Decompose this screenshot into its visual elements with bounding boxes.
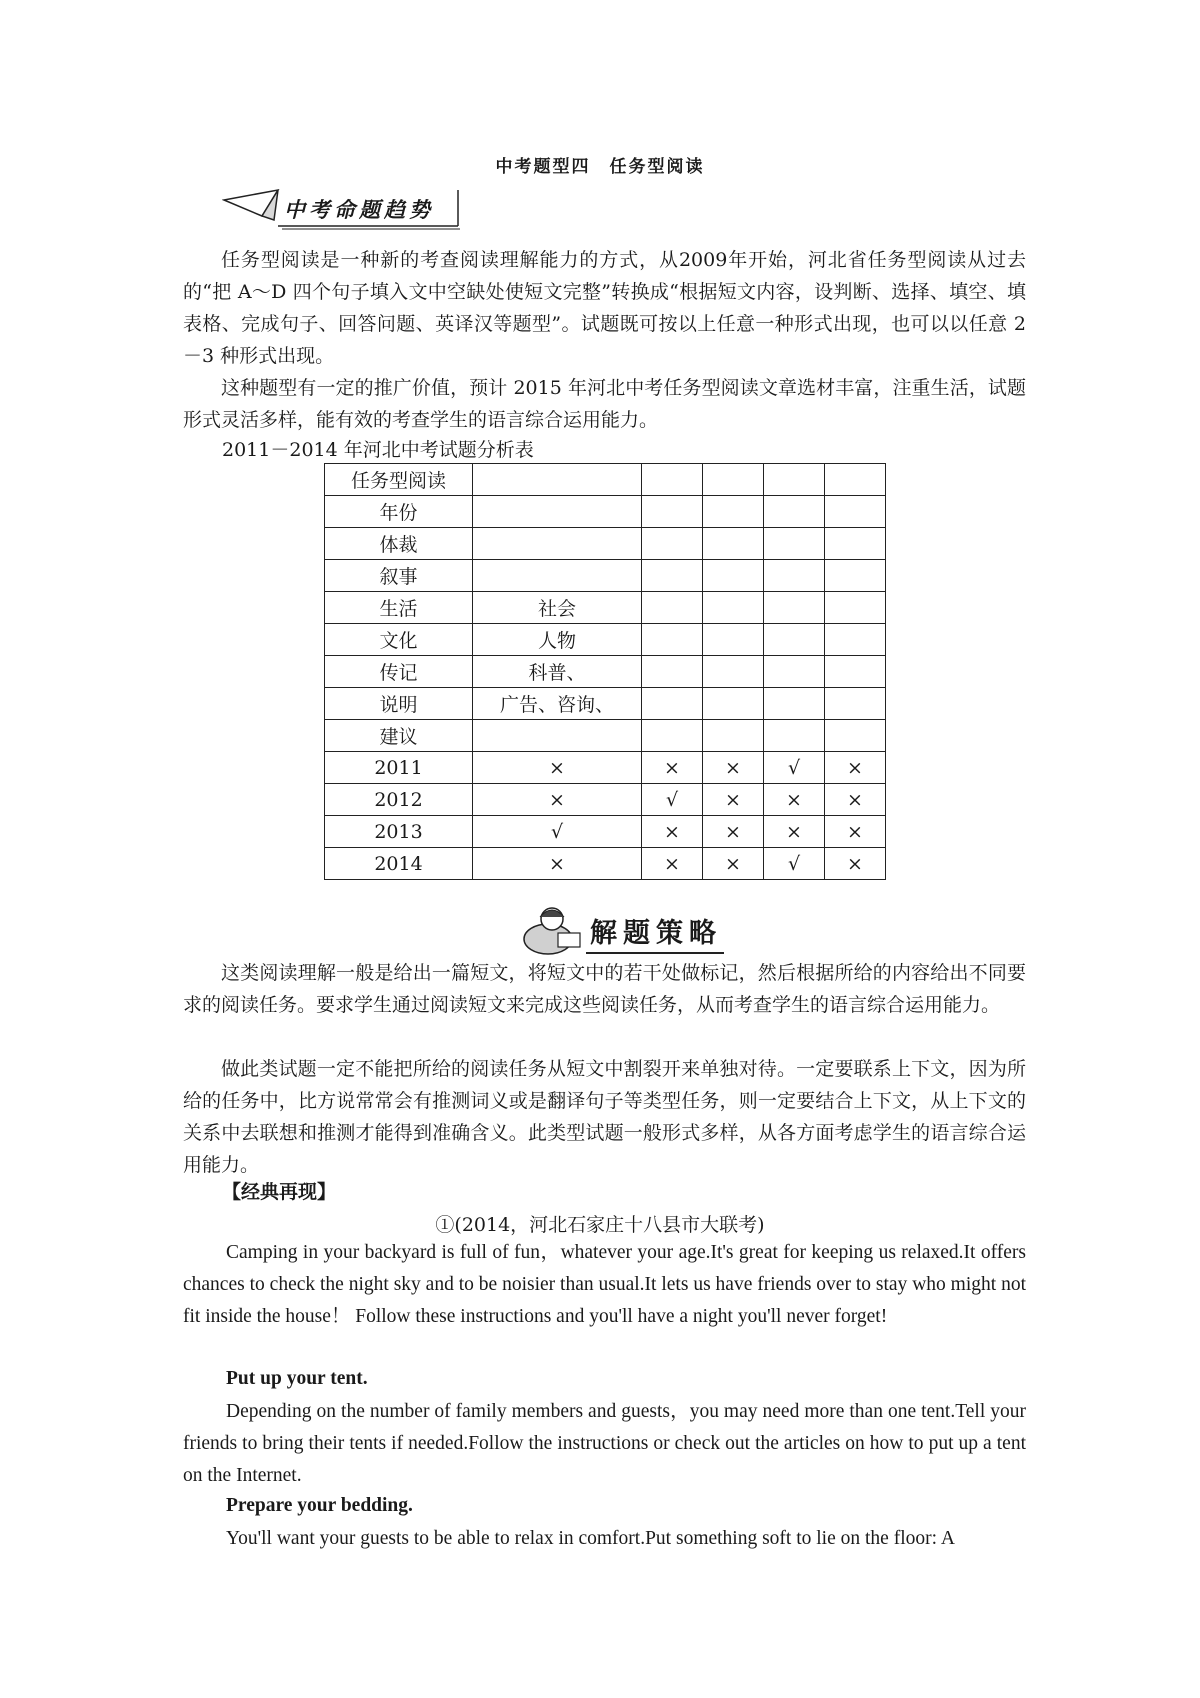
trend-banner bbox=[222, 186, 462, 232]
table-caption: 2011－2014 年河北中考试题分析表 bbox=[222, 439, 534, 461]
table-row bbox=[325, 496, 886, 528]
table-row bbox=[325, 752, 886, 784]
strategy-banner-text: 解题策略 bbox=[590, 918, 722, 949]
table-cell: 年份 bbox=[325, 496, 473, 528]
passage-paragraph-2: Depending on the number of family members and guests，you may need more than one tent.Tell your friends to bring their tents if needed.Follow the instructions or check out the articles on how to put up a tent on the Internet. bbox=[183, 1401, 1026, 1486]
table-cell bbox=[825, 496, 886, 528]
table-cell bbox=[825, 528, 886, 560]
table-cell bbox=[473, 496, 642, 528]
table-cell bbox=[825, 592, 886, 624]
table-cell: 人物 bbox=[473, 624, 642, 656]
table-cell bbox=[764, 624, 825, 656]
table-cell: 建议 bbox=[325, 720, 473, 752]
table-cell bbox=[703, 560, 764, 592]
table-cell: × bbox=[825, 784, 886, 816]
table-cell bbox=[703, 528, 764, 560]
table-cell: 任务型阅读 bbox=[325, 464, 473, 496]
table-cell: 2011 bbox=[325, 752, 473, 784]
table-cell bbox=[825, 560, 886, 592]
table-cell: 社会 bbox=[473, 592, 642, 624]
table-cell bbox=[642, 496, 703, 528]
trend-banner-text: 中考命题趋势 bbox=[284, 197, 434, 222]
table-cell bbox=[703, 720, 764, 752]
table-cell bbox=[642, 624, 703, 656]
intro-paragraph-2: 这种题型有一定的推广价值，预计 2015 年河北中考任务型阅读文章选材丰富，注重生活，试题形式灵活多样，能有效的考查学生的语言综合运用能力。 bbox=[183, 377, 1026, 431]
table-cell: 2014 bbox=[325, 848, 473, 880]
table-cell bbox=[764, 560, 825, 592]
table-cell bbox=[642, 720, 703, 752]
table-cell bbox=[642, 560, 703, 592]
table-cell bbox=[473, 560, 642, 592]
table-cell bbox=[825, 720, 886, 752]
table-row bbox=[325, 464, 886, 496]
table-row bbox=[325, 528, 886, 560]
table-row bbox=[325, 592, 886, 624]
table-cell: 说明 bbox=[325, 688, 473, 720]
page-title: 中考题型四 任务型阅读 bbox=[495, 157, 705, 177]
table-cell bbox=[764, 592, 825, 624]
table-cell: 传记 bbox=[325, 656, 473, 688]
table-cell: 生活 bbox=[325, 592, 473, 624]
table-cell bbox=[764, 496, 825, 528]
table-cell: 文化 bbox=[325, 624, 473, 656]
table-cell bbox=[764, 688, 825, 720]
table-cell: × bbox=[642, 752, 703, 784]
table-row bbox=[325, 816, 886, 848]
table-cell bbox=[473, 464, 642, 496]
passage-paragraph-3: You'll want your guests to be able to relax in comfort.Put something soft to lie on the floor: A bbox=[226, 1528, 955, 1549]
table-cell: 广告、咨询、 bbox=[473, 688, 642, 720]
table-cell bbox=[473, 720, 642, 752]
table-cell: × bbox=[764, 816, 825, 848]
table-cell bbox=[825, 688, 886, 720]
table-cell bbox=[703, 592, 764, 624]
table-cell: √ bbox=[473, 816, 642, 848]
table-cell bbox=[642, 464, 703, 496]
table-cell: √ bbox=[764, 848, 825, 880]
passage-heading-bedding: Prepare your bedding. bbox=[226, 1495, 413, 1516]
passage-paragraph-1: Camping in your backyard is full of fun，whatever your age.It's great for keeping us relaxed.It offers chances to check the night sky and to be noisier than usual.It lets us have friends over to stay who might not fit inside the house！ Follow these instructions and you'll have a night you'll never forget! bbox=[183, 1242, 1026, 1327]
table-cell: 2012 bbox=[325, 784, 473, 816]
table-cell bbox=[703, 656, 764, 688]
table-cell: × bbox=[473, 848, 642, 880]
table-row bbox=[325, 848, 886, 880]
table-cell: × bbox=[825, 816, 886, 848]
table-cell: × bbox=[473, 784, 642, 816]
table-row bbox=[325, 688, 886, 720]
table-cell: × bbox=[642, 816, 703, 848]
table-row bbox=[325, 560, 886, 592]
table-cell bbox=[764, 720, 825, 752]
table-cell bbox=[764, 528, 825, 560]
table-cell bbox=[703, 496, 764, 528]
table-cell: 2013 bbox=[325, 816, 473, 848]
table-cell: 科普、 bbox=[473, 656, 642, 688]
table-cell: × bbox=[642, 848, 703, 880]
table-cell bbox=[473, 528, 642, 560]
table-cell: × bbox=[825, 848, 886, 880]
table-row bbox=[325, 784, 886, 816]
table-cell: √ bbox=[642, 784, 703, 816]
strategy-banner bbox=[518, 905, 728, 957]
table-row bbox=[325, 656, 886, 688]
analysis-table bbox=[324, 463, 886, 880]
passage-heading-tent: Put up your tent. bbox=[226, 1368, 368, 1389]
table-cell bbox=[825, 624, 886, 656]
table-cell bbox=[642, 528, 703, 560]
table-cell: × bbox=[764, 784, 825, 816]
strategy-paragraph-1: 这类阅读理解一般是给出一篇短文，将短文中的若干处做标记，然后根据所给的内容给出不同要求的阅读任务。要求学生通过阅读短文来完成这些阅读任务，从而考查学生的语言综合运用能力。 bbox=[183, 962, 1026, 1016]
intro-paragraph-1: 任务型阅读是一种新的考查阅读理解能力的方式，从2009年开始，河北省任务型阅读从过去的“把 A～D 四个句子填入文中空缺处使短文完整”转换成“根据短文内容，设判断、选择、填空、填表格、完成句子、回答问题、英译汉等题型”。试题既可按以上任意一种形式出现，也可以以任意 2－3 种形式出现。 bbox=[183, 249, 1026, 367]
table-row bbox=[325, 720, 886, 752]
table-row bbox=[325, 624, 886, 656]
table-cell bbox=[703, 624, 764, 656]
table-cell bbox=[703, 464, 764, 496]
table-cell: 叙事 bbox=[325, 560, 473, 592]
table-cell bbox=[825, 656, 886, 688]
table-cell: × bbox=[703, 752, 764, 784]
table-cell bbox=[642, 688, 703, 720]
table-cell bbox=[703, 688, 764, 720]
table-cell: × bbox=[703, 816, 764, 848]
table-cell bbox=[764, 656, 825, 688]
table-cell bbox=[642, 592, 703, 624]
table-cell: √ bbox=[764, 752, 825, 784]
table-cell: × bbox=[473, 752, 642, 784]
table-cell bbox=[642, 656, 703, 688]
table-cell: × bbox=[703, 848, 764, 880]
source-line: ①(2014，河北石家庄十八县市大联考) bbox=[435, 1214, 765, 1236]
table-cell bbox=[825, 464, 886, 496]
table-cell: × bbox=[825, 752, 886, 784]
table-cell: × bbox=[703, 784, 764, 816]
table-cell: 体裁 bbox=[325, 528, 473, 560]
classic-heading: 【经典再现】 bbox=[222, 1181, 337, 1203]
strategy-paragraph-2: 做此类试题一定不能把所给的阅读任务从短文中割裂开来单独对待。一定要联系上下文，因为所给的任务中，比方说常常会有推测词义或是翻译句子等类型任务，则一定要结合上下文，从上下文的关系中去联想和推测才能得到准确含义。此类型试题一般形式多样，从各方面考虑学生的语言综合运用能力。 bbox=[183, 1058, 1026, 1176]
table-cell bbox=[764, 464, 825, 496]
